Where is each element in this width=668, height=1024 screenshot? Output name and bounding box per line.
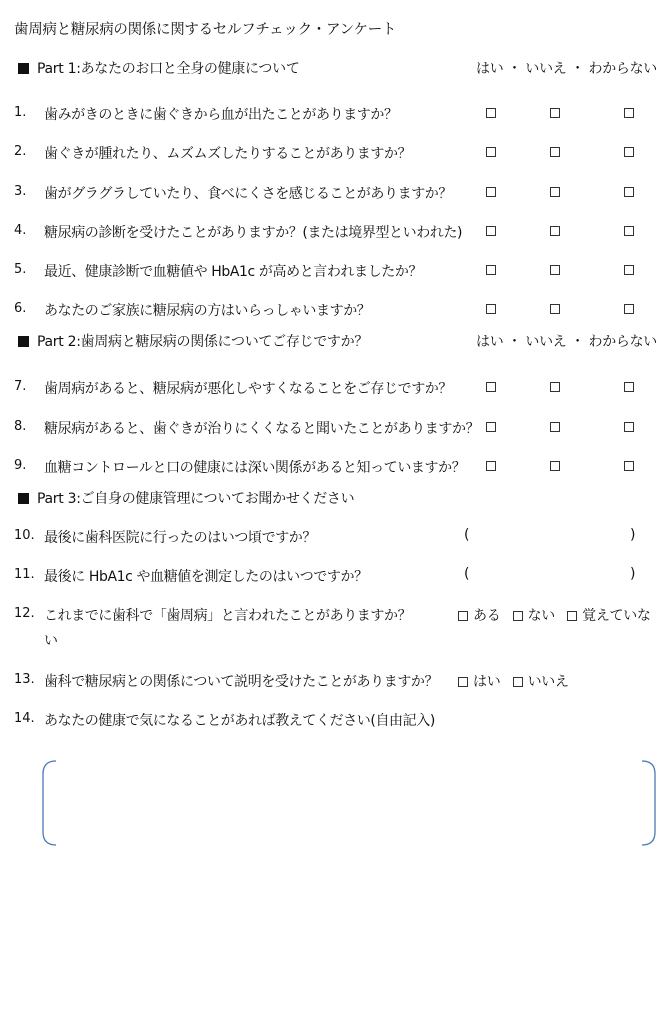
checkbox-q4-no[interactable] (550, 226, 560, 236)
free-text-area[interactable] (42, 760, 656, 846)
checkbox-q5-unknown[interactable] (624, 265, 634, 275)
part1-label: Part 1:あなたのお口と全身の健康について (37, 61, 300, 77)
page-title: 歯周病と糖尿病の関係に関するセルフチェック・アンケート (14, 22, 397, 38)
part2-heading (18, 331, 368, 351)
question-text-2: 歯ぐきが腫れたり、ムズムズしたりすることがありますか？ (44, 146, 412, 162)
question-number: 7. (14, 379, 27, 394)
question-number: 4. (14, 223, 27, 238)
question-text-4: 糖尿病の診断を受けたことがありますか？(または境界型といわれた) (44, 225, 463, 241)
question-text-6: あなたのご家族に糖尿病の方はいらっしゃいますか？ (44, 303, 371, 319)
question-text-1: 歯みがきのときに歯ぐきから血が出たことがありますか？ (44, 107, 398, 123)
checkbox-q6-no[interactable] (550, 304, 560, 314)
checkbox-q12-aru[interactable] (458, 611, 468, 621)
question-number: 11. (14, 567, 35, 582)
paren-open: ( (464, 527, 470, 543)
question-number: 12. (14, 606, 35, 621)
question-number: 10. (14, 528, 35, 543)
checkbox-q2-unknown[interactable] (624, 147, 634, 157)
question-number: 13. (14, 672, 35, 687)
question-text-10: 最後に歯科医院に行ったのはいつ頃ですか？ (44, 530, 316, 546)
checkbox-q9-yes[interactable] (486, 461, 496, 471)
checkbox-q13-hai[interactable] (458, 677, 468, 687)
part3-label: Part 3:ご自身の健康管理についてお聞かせください (37, 491, 355, 507)
paren-open: ( (464, 566, 470, 582)
question-text-3: 歯がグラグラしていたり、食べにくさを感じることがありますか？ (44, 186, 452, 202)
checkbox-q8-yes[interactable] (486, 422, 496, 432)
question-text-5: 最近、健康診断で血糖値や HbA1c が高めと言われましたか？ (44, 264, 423, 280)
answer-header-part2: はい ・ いいえ ・ わからない (476, 334, 658, 350)
q12-options (458, 605, 651, 625)
checkbox-q2-no[interactable] (550, 147, 560, 157)
paren-close: ) (630, 566, 636, 582)
checkbox-q6-yes[interactable] (486, 304, 496, 314)
square-bullet-icon (18, 63, 29, 74)
question-text-9: 血糖コントロールと口の健康には深い関係があると知っていますか？ (44, 460, 466, 476)
square-bullet-icon (18, 493, 29, 504)
option-label: はい (473, 674, 501, 690)
question-text-12-wrap: い (44, 633, 58, 649)
question-number: 6. (14, 301, 27, 316)
answer-header-part1: はい ・ いいえ ・ わからない (476, 61, 658, 77)
checkbox-q8-no[interactable] (550, 422, 560, 432)
option-label: ない (527, 608, 555, 624)
checkbox-q1-no[interactable] (550, 108, 560, 118)
checkbox-q3-no[interactable] (550, 187, 560, 197)
checkbox-q12-nai[interactable] (513, 611, 523, 621)
question-number: 8. (14, 419, 27, 434)
question-number: 2. (14, 144, 27, 159)
question-text-14: あなたの健康で気になることがあれば教えてください(自由記入) (44, 713, 435, 729)
checkbox-q13-iie[interactable] (513, 677, 523, 687)
question-text-7: 歯周病があると、糖尿病が悪化しやすくなることをご存じですか？ (44, 381, 452, 397)
question-text-8: 糖尿病があると、歯ぐきが治りにくくなると聞いたことがありますか？ (44, 421, 480, 437)
question-text-12: これまでに歯科で「歯周病」と言われたことがありますか？ (44, 608, 412, 624)
checkbox-q3-unknown[interactable] (624, 187, 634, 197)
checkbox-q2-yes[interactable] (486, 147, 496, 157)
checkbox-q8-unknown[interactable] (624, 422, 634, 432)
square-bullet-icon (18, 336, 29, 347)
option-label: 覚えていな (582, 608, 651, 624)
question-text-13: 歯科で糖尿病との関係について説明を受けたことがありますか？ (44, 674, 439, 690)
part3-heading (18, 488, 354, 508)
question-number: 1. (14, 105, 27, 120)
checkbox-q9-no[interactable] (550, 461, 560, 471)
checkbox-q12-oboeteinai[interactable] (567, 611, 577, 621)
bracket-right (642, 761, 655, 845)
question-text-11: 最後に HbA1c や血糖値を測定したのはいつですか？ (44, 569, 368, 585)
question-number: 5. (14, 262, 27, 277)
checkbox-q6-unknown[interactable] (624, 304, 634, 314)
part2-label: Part 2:歯周病と糖尿病の関係についてご存じですか？ (37, 334, 369, 350)
checkbox-q7-unknown[interactable] (624, 382, 634, 392)
question-number: 9. (14, 458, 27, 473)
question-number: 3. (14, 184, 27, 199)
checkbox-q7-yes[interactable] (486, 382, 496, 392)
answer-field-q11[interactable] (476, 563, 626, 585)
checkbox-q5-yes[interactable] (486, 265, 496, 275)
checkbox-q5-no[interactable] (550, 265, 560, 275)
bracket-left (43, 761, 56, 845)
checkbox-q1-yes[interactable] (486, 108, 496, 118)
checkbox-q3-yes[interactable] (486, 187, 496, 197)
checkbox-q4-yes[interactable] (486, 226, 496, 236)
question-number: 14. (14, 711, 35, 726)
option-label: いいえ (527, 674, 569, 690)
checkbox-q7-no[interactable] (550, 382, 560, 392)
part1-heading (18, 58, 300, 78)
checkbox-q1-unknown[interactable] (624, 108, 634, 118)
answer-field-q10[interactable] (476, 524, 626, 546)
checkbox-q9-unknown[interactable] (624, 461, 634, 471)
checkbox-q4-unknown[interactable] (624, 226, 634, 236)
paren-close: ) (630, 527, 636, 543)
option-label: ある (473, 608, 501, 624)
q13-options (458, 671, 569, 691)
